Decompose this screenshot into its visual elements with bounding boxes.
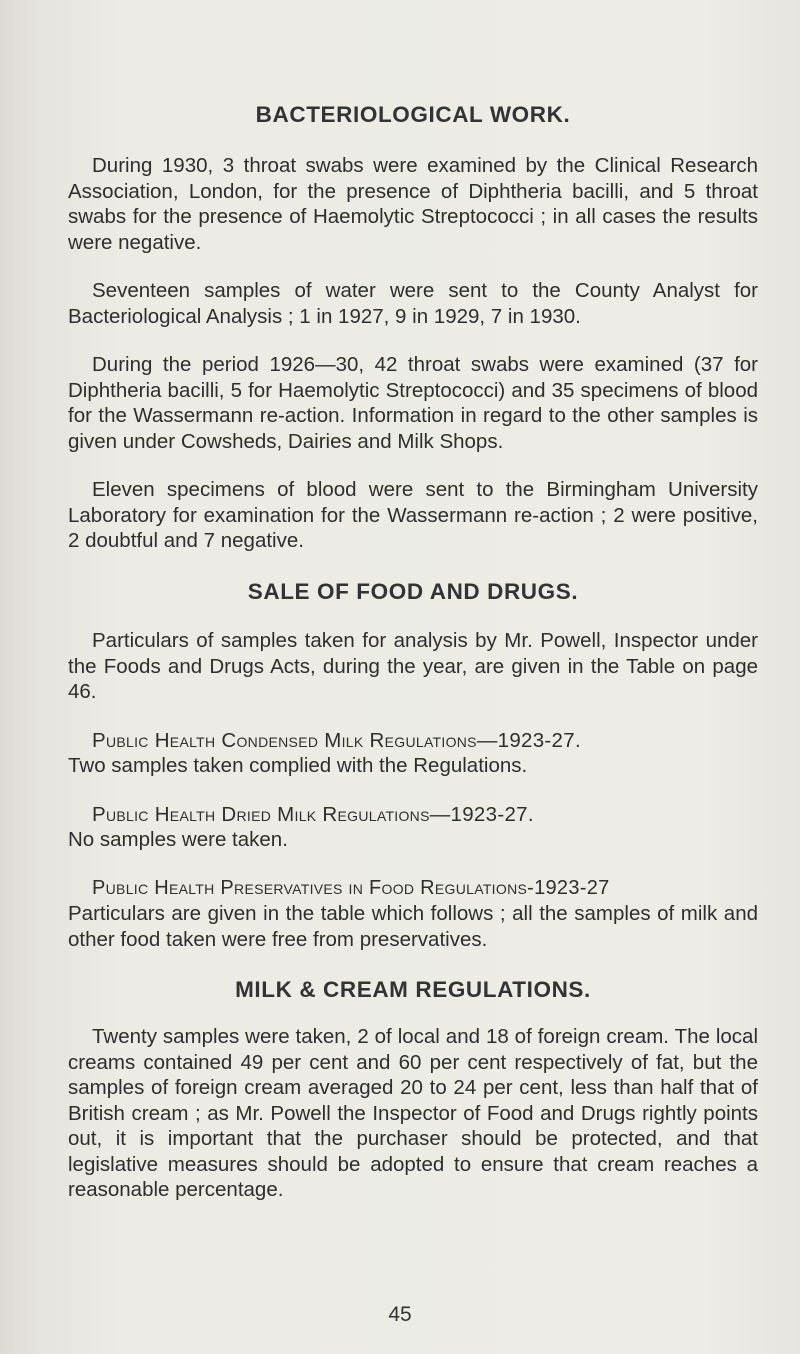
- section-condensed-milk-regulations: [68, 728, 758, 779]
- paragraph-cream-samples: Twenty samples were taken, 2 of local and 18 of foreign cream. The local creams contained 49 per cent and 60 per cent respectively of fat, but the samples of foreign cream averaged 20 to 24 per cent, less than half that of British cream ; as Mr. Powell the Inspector of Food and Drugs rightly points out, it is important that the purchaser should be protected, and that legislative measures should be adopted to ensure that cream reaches a reasonable percentage.: [68, 1025, 758, 1202]
- regulation-text-condensed-milk: Two samples taken complied with the Regulations.: [68, 754, 528, 777]
- paragraph-throat-swabs: During 1930, 3 throat swabs were examined by the Clinical Research Association, London, for the presence of Diphtheria bacilli, and 5 throat swabs for the presence of Haemolytic Streptococci ; in all cases the results were negative.: [68, 154, 758, 254]
- regulation-title-dried-milk: Public Health Dried Milk Regulations—1923-27.: [92, 802, 534, 826]
- heading-bacteriological-work: BACTERIOLOGICAL WORK.: [255, 102, 571, 127]
- heading-milk-cream-regulations: MILK & CREAM REGULATIONS.: [235, 977, 591, 1002]
- heading-sale-of-food-and-drugs: SALE OF FOOD AND DRUGS.: [247, 578, 579, 604]
- section-preservatives-regulations: [68, 876, 758, 953]
- paragraph-period-1926-30: During the period 1926—30, 42 throat swabs were examined (37 for Diphtheria bacilli, 5 for Haemolytic Streptococci) and 35 specimens of blood for the Wassermann re-action. Information in regard to the other samples is given under Cowsheds, Dairies and Milk Shops.: [68, 353, 758, 453]
- paragraph-water-samples: Seventeen samples of water were sent to the County Analyst for Bacteriological Analysis ; 1 in 1927, 9 in 1929, 7 in 1930.: [68, 279, 758, 328]
- section-dried-milk-regulations: [68, 802, 758, 853]
- regulation-text-dried-milk: No samples were taken.: [68, 828, 288, 851]
- page-number: 45: [388, 1303, 412, 1326]
- regulation-text-preservatives: Particulars are given in the table which follows ; all the samples of milk and other food taken were free from preservatives.: [68, 902, 758, 951]
- regulation-title-condensed-milk: Public Health Condensed Milk Regulations—1923-27.: [92, 728, 581, 752]
- document-body: [68, 100, 758, 1203]
- paragraph-samples-particulars: Particulars of samples taken for analysis by Mr. Powell, Inspector under the Foods and Drugs Acts, during the year, are given in the Table on page 46.: [68, 629, 758, 703]
- regulation-title-preservatives: Public Health Preservatives in Food Regulations-1923-27: [92, 876, 610, 899]
- paragraph-blood-specimens: Eleven specimens of blood were sent to the Birmingham University Laboratory for examination for the Wassermann re-action ; 2 were positive, 2 doubtful and 7 negative.: [68, 478, 758, 553]
